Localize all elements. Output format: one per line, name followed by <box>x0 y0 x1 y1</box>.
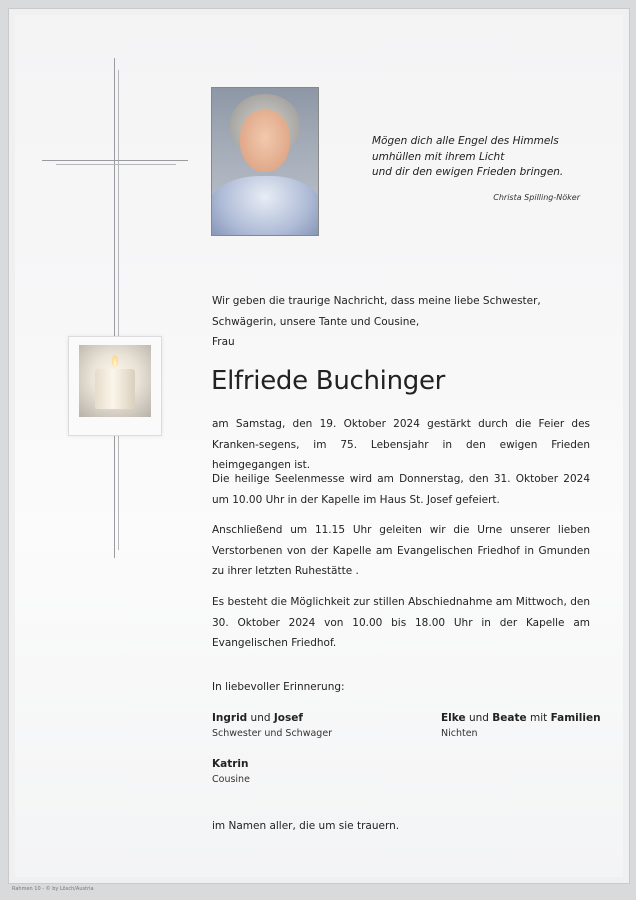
quote-line: umhüllen mit ihrem Licht <box>372 150 505 163</box>
paragraph-mass: Die heilige Seelenmesse wird am Donnerstag, den 31. Oktober 2024 um 10.00 Uhr in der Kapelle im Haus St. Josef gefeiert. <box>212 473 590 506</box>
remembrance-label: In liebevoller Erinnerung: <box>212 681 345 693</box>
cross-vertical-line <box>114 58 115 558</box>
mourner-name: Josef <box>273 712 303 724</box>
cross-horizontal-line-2 <box>56 164 176 165</box>
intro-line: Wir geben die traurige Nachricht, dass meine liebe Schwester, <box>212 295 541 307</box>
cross-vertical-line-2 <box>118 70 119 550</box>
deceased-name: Elfriede Buchinger <box>211 366 446 396</box>
intro-line: Schwägerin, unsere Tante und Cousine, <box>212 315 420 328</box>
mourner-name: Beate <box>492 712 527 724</box>
mourner-name: Familien <box>550 712 601 724</box>
closing-text: im Namen aller, die um sie trauern. <box>212 820 400 832</box>
mourner-role: Nichten <box>441 728 478 739</box>
footer-copyright: Rahmen 10 - © by Lösch/Austria <box>12 886 94 892</box>
portrait-photo <box>211 87 319 236</box>
intro-line: Frau <box>212 336 235 348</box>
paragraph-passing: am Samstag, den 19. Oktober 2024 gestärkt durch die Feier des Kranken-segens, im 75. Lebensjahr in den ewigen Frieden heimgegangen ist. <box>212 418 590 471</box>
paragraph-farewell: Es besteht die Möglichkeit zur stillen Abschiednahme am Mittwoch, den 30. Oktober 2024 von 10.00 bis 18.00 Uhr in der Kapelle am Evangelischen Friedhof. <box>212 596 590 649</box>
candle-body <box>95 369 135 409</box>
cross-horizontal-line <box>42 160 188 161</box>
mourner-entry: Ingrid und Josef Schwester und Schwager <box>212 710 332 742</box>
mourner-name: Ingrid <box>212 712 248 724</box>
quote-author: Christa Spilling-Nöker <box>493 193 580 202</box>
quote-line: Mögen dich alle Engel des Himmels <box>372 135 559 147</box>
mourner-name: Elke <box>441 712 466 724</box>
mourner-role: Schwester und Schwager <box>212 728 333 739</box>
candle-flame <box>112 355 118 367</box>
mourner-entry: Elke und Beate mit Familien Nichten <box>441 710 601 742</box>
mourner-name: Katrin <box>212 758 249 770</box>
mourner-entry <box>212 756 250 788</box>
quote-line: und dir den ewigen Frieden bringen. <box>372 166 564 178</box>
paragraph-burial: Anschließend um 11.15 Uhr geleiten wir die Urne unserer lieben Verstorbenen von der Kapelle am Evangelischen Friedhof in Gmunden zu ihrer letzten Ruhestätte . <box>212 524 590 577</box>
candle-image <box>68 336 162 436</box>
memorial-quote <box>372 134 602 181</box>
mourner-role: Cousine <box>212 774 250 785</box>
intro-text <box>212 291 590 353</box>
